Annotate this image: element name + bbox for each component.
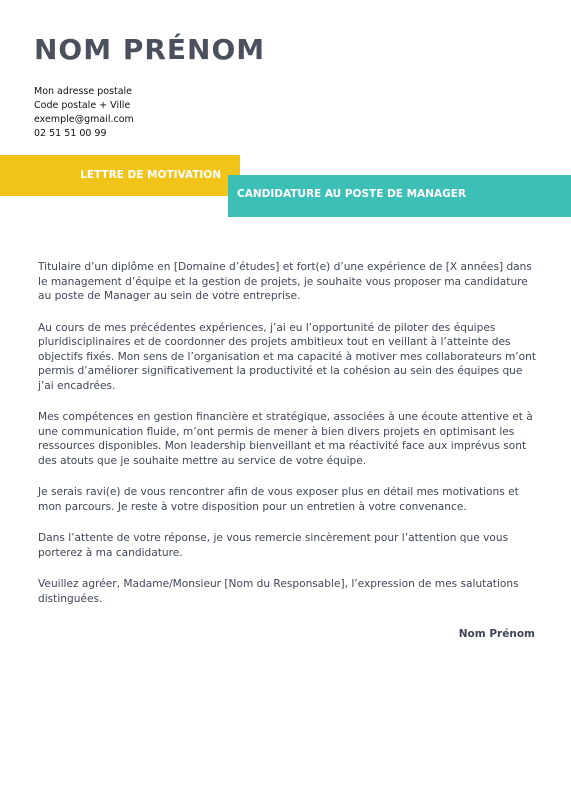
paragraph-meeting: Je serais ravi(e) de vous rencontrer afin de vous exposer plus en détail mes motivations et mon parcours. Je reste à votre disposition pour un entretien à votre convenance. (38, 486, 519, 513)
subject-banner (228, 175, 571, 217)
email-address: exemple@gmail.com (34, 114, 134, 125)
paragraph-experience: Au cours de mes précédentes expériences, j’ai eu l’opportunité de piloter des équipes pluridisciplinaires et de coordonner des projets ambitieux tout en veillant à l’atteinte des objectifs fixés. Mon sens de l’organisation et ma capacité à motiver mes collaborateurs m’ont permis d’améliorer significativement la productivité et la cohésion au sein des équipes que j’ai encadrées. (38, 321, 536, 392)
letter-body (38, 260, 536, 623)
subject-label: CANDIDATURE AU POSTE DE MANAGER (237, 188, 466, 200)
letter-type-label: LETTRE DE MOTIVATION (80, 169, 221, 181)
phone-number: 02 51 51 00 99 (34, 128, 107, 139)
letter-type-banner (0, 155, 240, 196)
postal-code-city: Code postale + Ville (34, 100, 131, 111)
signature: Nom Prénom (458, 628, 535, 640)
contact-block (34, 85, 134, 141)
paragraph-skills: Mes compétences en gestion financière et stratégique, associées à une écoute attentive et à une communication fluide, m’ont permis de mener à bien divers projets en optimisant les ressources disponibles. Mon leadership bienveillant et ma réactivité face aux imprévus sont des atouts que je souhaite mettre au service de votre équipe. (38, 411, 533, 467)
paragraph-intro: Titulaire d’un diplôme en [Domaine d’études] et fort(e) d’une expérience de [X années] dans le management d’équipe et la gestion de projets, je souhaite vous proposer ma candidature au poste de Manager au sein de votre entreprise. (38, 261, 532, 302)
postal-address: Mon adresse postale (34, 86, 133, 97)
paragraph-closing: Veuillez agréer, Madame/Monsieur [Nom du Responsable], l’expression de mes salutations distinguées. (38, 578, 519, 605)
applicant-name: NOM PRÉNOM (34, 33, 266, 66)
paragraph-thanks: Dans l’attente de votre réponse, je vous remercie sincèrement pour l’attention que vous porterez à ma candidature. (38, 532, 509, 559)
